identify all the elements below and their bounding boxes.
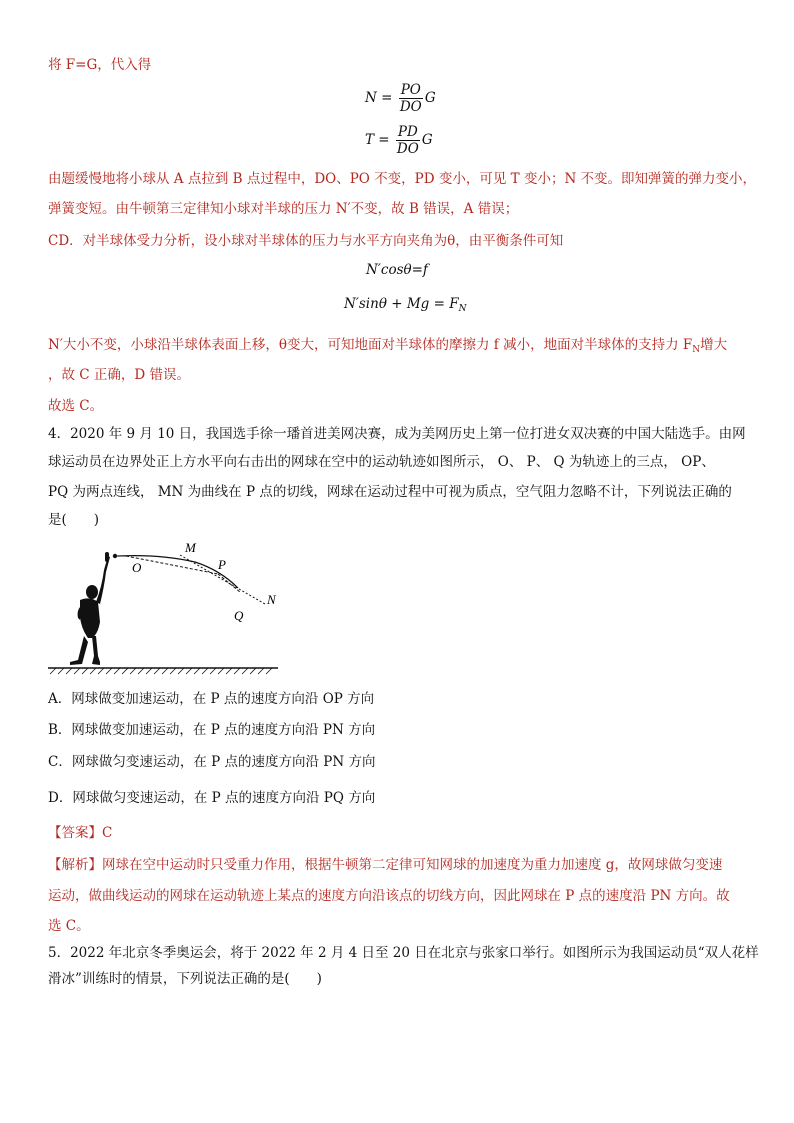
tennis-trajectory-figure — [40, 538, 290, 678]
label-n: N — [267, 592, 276, 607]
question-5-text: 滑冰”训练时的情景，下列说法正确的是( ) — [48, 971, 322, 987]
analysis-text: 选 C。 — [48, 918, 90, 934]
solution-line: CD．对半球体受力分析，设小球对半球体的压力与水平方向夹角为θ，由平衡条件可知 — [48, 233, 564, 249]
eq-subscript: N — [458, 304, 467, 314]
analysis-text: 运动，做曲线运动的网球在运动轨迹上某点的速度方向沿该点的切线方向，因此网球在 P 点的速度沿 PN 方向。故 — [48, 888, 730, 904]
solution-line: 将 F=G，代入得 — [48, 57, 152, 73]
question-4-text: PQ 为两点连线， MN 为曲线在 P 点的切线，网球在运动过程中可视为质点，空气阻力忽略不计，下列说法正确的 — [48, 484, 732, 500]
label-q: Q — [234, 608, 244, 623]
equation-support — [344, 296, 466, 314]
label-o: O — [132, 560, 142, 575]
eq-tail: G — [424, 90, 436, 106]
eq-tail: G — [421, 132, 433, 148]
question-5-text: 5．2022 年北京冬季奥运会，将于 2022 年 2 月 4 日至 20 日在北京与张家口举行。如图所示为我国运动员“双人花样 — [48, 945, 759, 961]
solution-choose: 故选 C。 — [48, 398, 104, 414]
option-c: C．网球做匀变速运动，在 P 点的速度方向沿 PN 方向 — [48, 754, 376, 770]
question-4-text: 4．2020 年 9 月 10 日，我国选手徐一璠首进美网决赛，成为美网历史上第一位打进女双决赛的中国大陆选手。由网 — [48, 426, 746, 442]
question-4-text: 是( ) — [48, 512, 100, 528]
option-a: A．网球做变加速运动，在 P 点的速度方向沿 OP 方向 — [48, 691, 375, 707]
fraction — [399, 82, 423, 115]
text: 增大 — [700, 337, 728, 353]
eq-lhs: T = — [365, 132, 390, 148]
tennis-ball — [113, 554, 117, 558]
label-m: M — [185, 540, 196, 555]
option-b: B．网球做变加速运动，在 P 点的速度方向沿 PN 方向 — [48, 722, 376, 738]
denominator: DO — [396, 141, 419, 157]
eq-lhs: N = — [365, 90, 393, 106]
question-4-text: 球运动员在边界处正上方水平向右击出的网球在空中的运动轨迹如图所示， O、 P、 Q 为轨迹上的三点， OP、 — [48, 454, 715, 470]
numerator: PD — [397, 124, 418, 140]
fraction — [396, 124, 420, 157]
equation-friction: N′cosθ=f — [366, 262, 428, 278]
solution-line: ，故 C 正确，D 错误。 — [48, 367, 191, 383]
equation-t — [365, 124, 433, 157]
denominator: DO — [399, 99, 422, 115]
text: N′大小不变，小球沿半球体表面上移，θ变大，可知地面对半球体的摩擦力 f 减小，地面对半球体的支持力 F — [48, 337, 693, 353]
option-d: D．网球做匀变速运动，在 P 点的速度方向沿 PQ 方向 — [48, 790, 376, 806]
equation-n — [365, 82, 436, 115]
solution-line — [48, 335, 727, 360]
solution-line: 弹簧变短。由牛顿第三定律知小球对半球的压力 N′不变，故 B 错误，A 错误； — [48, 201, 519, 217]
eq-body: N′sinθ + Mg = F — [344, 296, 459, 312]
solution-line: 由题缓慢地将小球从 A 点拉到 B 点过程中，DO、PO 不变，PD 变小，可见 T 变小；N 不变。即知弹簧的弹力变小， — [48, 171, 757, 187]
answer-label: 【答案】C — [48, 825, 113, 841]
ground-hatch — [50, 668, 272, 674]
label-p: P — [218, 557, 226, 572]
player-silhouette — [70, 552, 110, 665]
analysis-text: 【解析】网球在空中运动时只受重力作用，根据牛顿第二定律可知网球的加速度为重力加速度 g，故网球做匀变速 — [48, 857, 723, 873]
subscript: N — [692, 345, 701, 355]
numerator: PO — [400, 82, 421, 98]
